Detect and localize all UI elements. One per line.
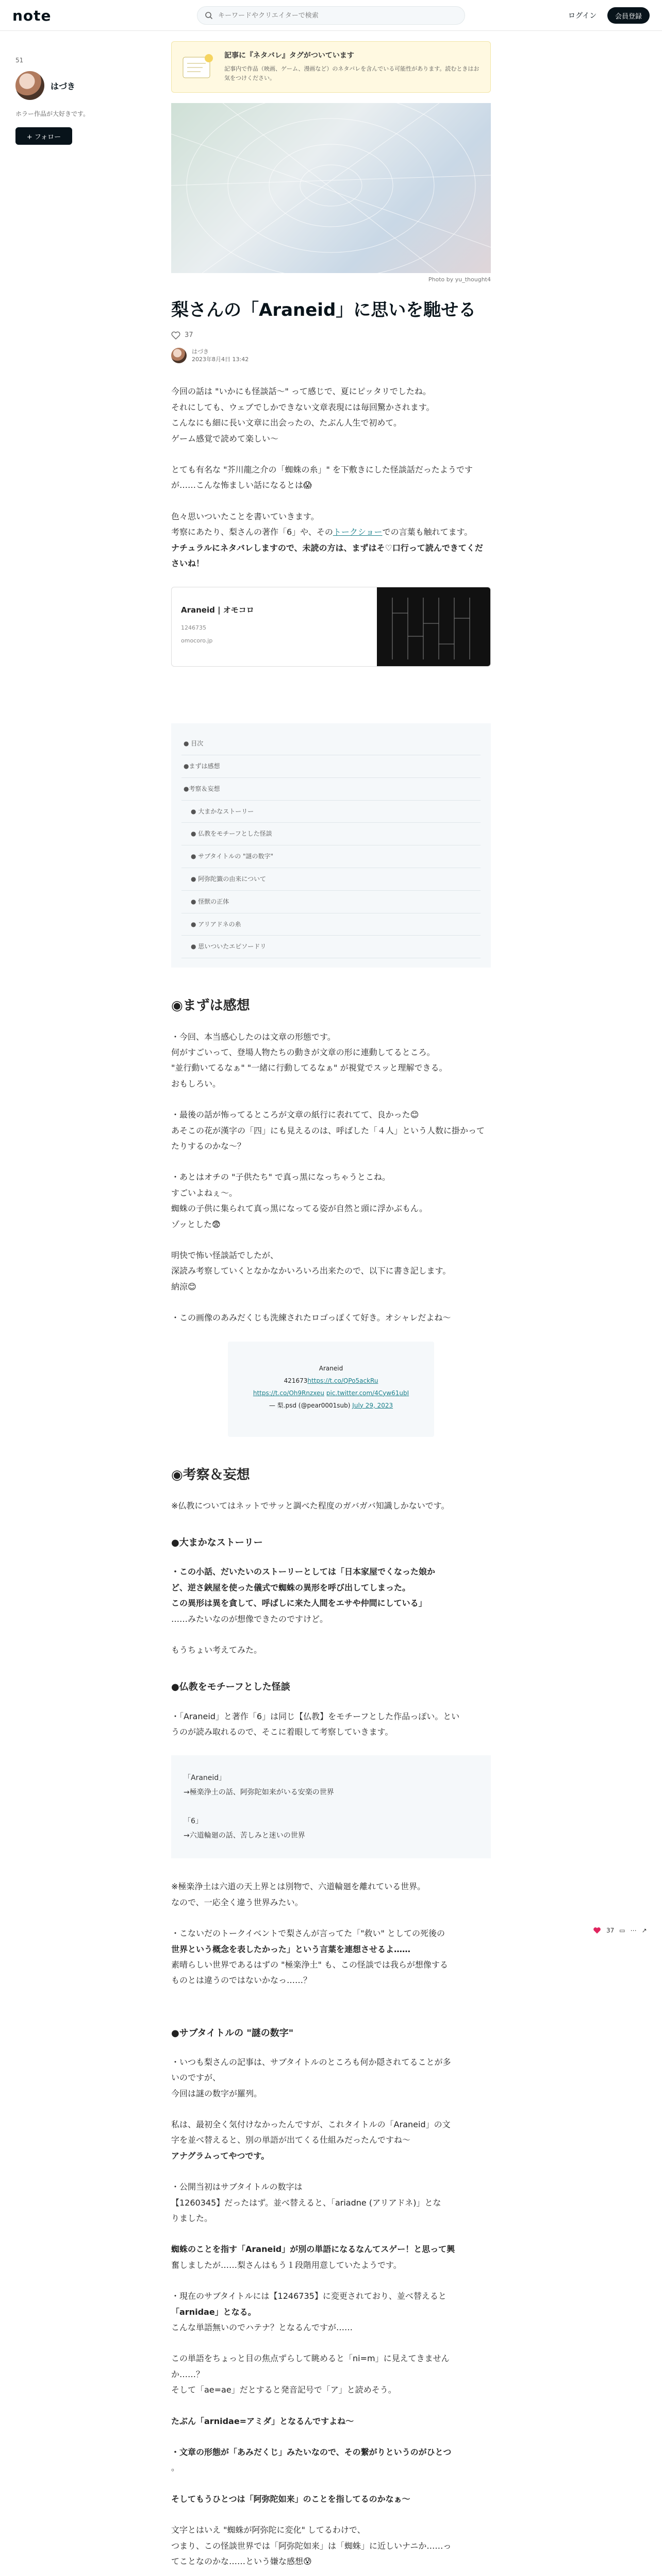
numbers-paragraph-3: ・公開当初はサブタイトルの数字は 【1260345】だったはず。並べ替えると、「ariadne (アリアドネ)」とな りました。 (171, 2182, 441, 2224)
impressions-paragraph-2: ・最後の話が怖ってるところが文章の紙行に表れてて、良かった😊 あそこの花が漢字の「四」にも見えるのは、呼ばした「４人」という人数に掛かってたりするのかな〜？ (171, 1110, 485, 1151)
spoiler-notice (171, 41, 491, 93)
embed-link-2[interactable]: https://t.co/Oh9Rnzxeu (253, 1389, 325, 1397)
notice-description: 記事内で作品（映画、ゲーム、漫画など）のネタバレを含んでいる可能性があります。読むときはお気をつけください。 (224, 65, 479, 81)
link-card-image (377, 587, 490, 666)
intro-paragraph-3: 色々思いついたことを書いていきます。 考察にあたり、梨さんの著作「6」や、そのトークショーでの言葉も触れてます。 ナチュラルにネタバレしますので、未読の方は、まずはそ♡口行って読んできてくださいね！ (171, 511, 483, 568)
toc-item[interactable]: ● 大まかなストーリー (181, 801, 481, 823)
numbers-paragraph-1: ・いつも梨さんの記事は、サブタイトルのところも何か隠されてることが多 いのですが、 今回は謎の数字が羅列。 (171, 2057, 451, 2098)
toc-item[interactable]: ●考察＆妄想 (181, 778, 481, 801)
tweet-embed[interactable] (228, 1342, 434, 1437)
talkshow-link[interactable]: トークショー (333, 527, 383, 537)
table-of-contents (171, 723, 491, 968)
embed-title: Araneid (319, 1364, 343, 1372)
buddhism-paragraph: ・「Araneid」と著作「6」は同じ【仏教】をモチーフとした作品っぽい。とい うのが読み取れるので、そこに着眼して考察していきます。 (171, 1711, 460, 1737)
toc-item[interactable]: ● 阿弥陀籤の由来について (181, 868, 481, 891)
subheading-buddhism: ●仏教をモチーフとした怪談 (171, 1682, 290, 1693)
toc-item[interactable]: ● 怪獣の正体 (181, 891, 481, 913)
avatar[interactable] (15, 71, 44, 100)
toc-item[interactable]: ● アリアドネの糸 (181, 913, 481, 936)
floating-like-count: 37 (606, 1927, 615, 1934)
toc-item[interactable]: ● サブタイトルの "謎の数字" (181, 845, 481, 868)
embed-date-link[interactable]: July 29, 2023 (352, 1401, 393, 1409)
page-title: 梨さんの「Araneid」に思いを馳せる (171, 300, 476, 320)
subheading-numbers: ●サブタイトルの "謎の数字" (171, 2027, 294, 2039)
toc-item[interactable]: ●まずは感想 (181, 755, 481, 778)
notice-title: 記事に『ネタバレ』タグがついています (224, 52, 354, 60)
like-count: 37 (185, 331, 193, 340)
embed-link-3[interactable]: pic.twitter.com/4Cyw61ubI (326, 1389, 409, 1397)
after-quote-paragraph: ※極楽浄土は六道の天上界とは別物で、六道輪廻を離れている世界。 なので、一応全く違う世界みたい。 (171, 1882, 426, 1907)
intro-paragraph-2: とても有名な "芥川龍之介の「蜘蛛の糸」" を下敷きにした怪談話だったようですが……こんな怖ましい話になるとは😱 (171, 464, 473, 490)
search-icon (205, 11, 213, 20)
embed-author: — 梨.psd (@pear0001sub) (269, 1401, 351, 1409)
toc-item[interactable]: ● 目次 (181, 733, 481, 755)
intro-paragraph-1: 今回の話は "いかにも怪談話〜" って感じで、夏にピッタリでしたね。 それにしても、ウェブでしかできない文章表現には毎回驚かされます。 こんなにも細に長い文章に出会ったの、たぶん人生で初めて。 ゲーム感覚で読めて楽しい〜 (171, 386, 435, 444)
analysis-note: ※仏教についてはネットでサッと調べた程度のガバガバ知識しかないです。 (171, 1500, 450, 1511)
numbers-paragraph-5: ・現在のサブタイトルには【1246735】に変更されており、並べ替えると 「arnidae」となる。 こんな単語無いのでハテナ？となるんですが…… (171, 2291, 446, 2332)
embed-link-1[interactable]: https://t.co/QPo5ackRu (307, 1377, 378, 1384)
impressions-paragraph-1: ・今回、本当感心したのは文章の形態です。 何がすごいって、登場人物たちの動きが文章の形に連動してるところ。 "並行動いてるなぁ" "一緒に行動してるなぁ" が視覚でスッと理解できる。 おもしろい。 (171, 1031, 448, 1089)
event-paragraph: ・こないだのトークイベントで梨さんが言ってた「"救い" としての死後の 世界という概念を表したかった」という言葉を連想させるよ…… 素晴らしい世界であるはずの "極楽浄土" も、この怪談では我らが想像する ものとは違うのではないかなっ……？ (171, 1928, 448, 1986)
toc-item[interactable]: ● 仏教をモチーフとした怪談 (181, 823, 481, 845)
impressions-paragraph-3: ・あとはオチの "子供たち" で真っ黒になっちゃうとこね。 すごいよねぇ〜。 蜘蛛の子供に集られて真っ黒になってる姿が自然と頭に浮かぶもん。 ゾッとした😨 (171, 1172, 427, 1229)
profile-bio: ホラー作品が大好きです。 (15, 110, 90, 117)
floating-actions (593, 1927, 647, 1934)
heart-icon[interactable] (593, 1927, 601, 1934)
impressions-paragraph-4: 明快で怖い怪談話でしたが、 深読み考察していくとなかなかいろいろ出来たので、以下に書き記します。 納涼😊 (171, 1250, 451, 1292)
section-heading-analysis: ◉考察＆妄想 (171, 1467, 250, 1483)
link-card-host: omocoro.jp (181, 637, 213, 644)
section-heading-impressions: ◉まずは感想 (171, 998, 250, 1014)
quote-block: 「Araneid」 →極楽浄土の話、阿弥陀如来がいる安楽の世界 「6」 →六道輪廻の話、苦しみと迷いの世界 (171, 1755, 491, 1858)
publish-date: 2023年8月4日 13:42 (192, 355, 249, 363)
note-logo[interactable]: note (12, 7, 52, 24)
heart-icon[interactable] (171, 331, 180, 340)
like-row (171, 331, 491, 340)
numbers-paragraph-9: そしてもうひとつは「阿弥陀如来」のことを指してるのかなぁ〜 (171, 2494, 410, 2504)
photo-credit[interactable]: Photo by yu_thought4 (428, 276, 491, 283)
numbers-paragraph-4: 蜘蛛のことを指す「Araneid」が別の単語になるなんてスゲー！と思って興 奮しましたが……梨さんはもう１段階用意していたようです。 (171, 2244, 455, 2270)
subheading-story: ●大まかなストーリー (171, 1537, 263, 1549)
article-body (171, 384, 491, 2576)
numbers-paragraph-10: 文字とはいえ "蜘蛛が阿弥陀に変化" してるわけで、 つまり、この怪談世界では「阿弥陀如来」は「蜘蛛」に近しいナニか……っ てことなのかな……という嫌な感想😰 (171, 2525, 452, 2566)
more-icon[interactable]: ⋯ (630, 1927, 637, 1934)
numbers-paragraph-6: この単語をちょっと目の焦点ずらして眺めると「ni=m」に見えてきません か……？ そして「ae=ae」だとすると発音記号で「ア」と読めそう。 (171, 2353, 450, 2395)
story-paragraph-2: もうちょい考えてみた。 (171, 1645, 262, 1655)
embed-number: 421673 (284, 1377, 308, 1384)
top-navigation-bar (0, 0, 662, 31)
login-link[interactable]: ログイン (568, 12, 597, 20)
hero-image (171, 103, 491, 273)
author-avatar[interactable] (171, 348, 187, 363)
search-box[interactable] (197, 6, 465, 25)
profile-small-label: 51 (15, 57, 24, 64)
search-input[interactable] (218, 12, 455, 20)
profile-name[interactable]: はづき (51, 81, 76, 91)
article-main (171, 41, 491, 2576)
story-paragraph: ・この小話、だいたいのストーリーとしては「日本家屋でくなった娘か ど、逆さ鋏屋を使った儀式で蜘蛛の異形を呼び出してしまった。 この異形は異を貪して、呼ばしに来た人間をエサや仲間にしている」 ……みたいなのが想像できたのですけど。 (171, 1567, 436, 1624)
spoiler-illustration-icon (180, 50, 216, 84)
article-author (171, 348, 491, 364)
numbers-paragraph-2: 私は、最初全く気付けなかったんですが、これタイトルの「Araneid」の文 字を並べ替えると、別の単語が出てくる仕組みだったんですね〜 アナグラムってやつです。 (171, 2120, 451, 2161)
link-card[interactable] (171, 587, 491, 667)
follow-button[interactable]: + フォロー (15, 127, 72, 145)
toc-item[interactable]: ● 思いついたエピソードリ (181, 936, 481, 958)
impressions-paragraph-5: ・この画像のあみだくじも洗練されたロゴっぽくて好き。オシャレだよね〜 (171, 1313, 451, 1323)
numbers-paragraph-8: ・文章の形態が「あみだくじ」みたいなので、その繋がりというのがひとつ 。 (171, 2447, 452, 2473)
numbers-paragraph-7: たぶん「arnidae=アミダ」となるんですよね〜 (171, 2416, 354, 2426)
author-name[interactable]: はづき (192, 348, 209, 355)
share-icon[interactable]: ↗ (641, 1927, 647, 1934)
link-card-title: Araneid | オモコロ (181, 605, 254, 615)
link-card-subtitle: 1246735 (181, 624, 206, 631)
register-button[interactable]: 会員登録 (607, 7, 650, 24)
comment-icon[interactable]: ▭ (619, 1927, 625, 1934)
author-profile (15, 57, 129, 145)
